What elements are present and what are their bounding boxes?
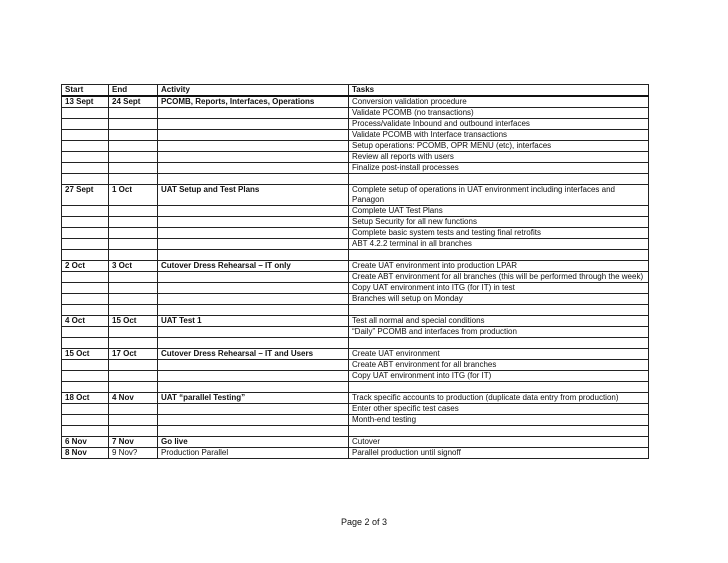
cell-task: Create ABT environment for all branches (this will be performed through the week) — [349, 272, 649, 283]
table-row — [62, 305, 649, 316]
cell-start — [62, 371, 109, 382]
schedule-table — [61, 84, 649, 459]
cell-start: 13 Sept — [62, 96, 109, 108]
table-row — [62, 217, 649, 228]
cell-activity — [158, 404, 349, 415]
cell-start — [62, 382, 109, 393]
cell-task: Validate PCOMB with Interface transactions — [349, 130, 649, 141]
cell-task — [349, 305, 649, 316]
cell-task: Conversion validation procedure — [349, 96, 649, 108]
cell-end: 15 Oct — [109, 316, 158, 327]
cell-end — [109, 272, 158, 283]
table-row — [62, 404, 649, 415]
table-row — [62, 239, 649, 250]
cell-start: 6 Nov — [62, 437, 109, 448]
cell-end — [109, 426, 158, 437]
cell-activity: UAT Test 1 — [158, 316, 349, 327]
schedule-rows — [62, 96, 649, 459]
cell-task: ABT 4.2.2 terminal in all branches — [349, 239, 649, 250]
table-row — [62, 360, 649, 371]
cell-task: Create UAT environment — [349, 349, 649, 360]
cell-end — [109, 415, 158, 426]
cell-start: 2 Oct — [62, 261, 109, 272]
cell-task: Test all normal and special conditions — [349, 316, 649, 327]
cell-activity — [158, 338, 349, 349]
cell-task — [349, 250, 649, 261]
cell-task: Complete basic system tests and testing final retrofits — [349, 228, 649, 239]
cell-activity — [158, 130, 349, 141]
cell-activity — [158, 206, 349, 217]
table-row — [62, 437, 649, 448]
cell-activity — [158, 327, 349, 338]
cell-activity: Cutover Dress Rehearsal – IT and Users — [158, 349, 349, 360]
cell-start: 8 Nov — [62, 448, 109, 459]
table-row — [62, 228, 649, 239]
cell-start — [62, 404, 109, 415]
cell-task: Complete setup of operations in UAT environment including interfaces and Panagon — [349, 185, 649, 206]
cell-activity: UAT Setup and Test Plans — [158, 185, 349, 206]
cell-start — [62, 338, 109, 349]
cell-activity — [158, 250, 349, 261]
cell-end — [109, 206, 158, 217]
cell-task: Cutover — [349, 437, 649, 448]
cell-activity — [158, 228, 349, 239]
cell-start — [62, 130, 109, 141]
cell-task: Complete UAT Test Plans — [349, 206, 649, 217]
cell-activity — [158, 239, 349, 250]
table-row — [62, 141, 649, 152]
cell-end — [109, 305, 158, 316]
table-row — [62, 250, 649, 261]
cell-start — [62, 119, 109, 130]
cell-start — [62, 108, 109, 119]
cell-activity — [158, 382, 349, 393]
cell-start — [62, 426, 109, 437]
table-row — [62, 316, 649, 327]
cell-end — [109, 327, 158, 338]
table-row — [62, 393, 649, 404]
cell-start — [62, 228, 109, 239]
cell-start — [62, 272, 109, 283]
table-row — [62, 119, 649, 130]
cell-end: 17 Oct — [109, 349, 158, 360]
cell-task: Setup Security for all new functions — [349, 217, 649, 228]
cell-start — [62, 163, 109, 174]
cell-activity — [158, 305, 349, 316]
table-row — [62, 415, 649, 426]
table-row — [62, 349, 649, 360]
cell-task: Review all reports with users — [349, 152, 649, 163]
cell-start — [62, 283, 109, 294]
cell-end: 1 Oct — [109, 185, 158, 206]
cell-task: Copy UAT environment into ITG (for IT) in test — [349, 283, 649, 294]
cell-task: Finalize post-install processes — [349, 163, 649, 174]
cell-task: “Daily” PCOMB and interfaces from production — [349, 327, 649, 338]
cell-end — [109, 217, 158, 228]
cell-end — [109, 239, 158, 250]
cell-task — [349, 174, 649, 185]
cell-task — [349, 382, 649, 393]
cell-start — [62, 360, 109, 371]
cell-start — [62, 250, 109, 261]
cell-activity: Production Parallel — [158, 448, 349, 459]
cell-end: 3 Oct — [109, 261, 158, 272]
cell-activity: Go live — [158, 437, 349, 448]
table-row — [62, 108, 649, 119]
table-row — [62, 448, 649, 459]
cell-end — [109, 360, 158, 371]
cell-task: Setup operations: PCOMB, OPR MENU (etc), interfaces — [349, 141, 649, 152]
cell-start — [62, 217, 109, 228]
table-row — [62, 96, 649, 108]
cell-start — [62, 239, 109, 250]
header-activity: Activity — [158, 85, 349, 97]
cell-activity — [158, 163, 349, 174]
cell-end: 24 Sept — [109, 96, 158, 108]
cell-activity — [158, 415, 349, 426]
cell-end: 9 Nov? — [109, 448, 158, 459]
cell-end — [109, 163, 158, 174]
cell-activity — [158, 360, 349, 371]
cell-end — [109, 228, 158, 239]
cell-start — [62, 152, 109, 163]
cell-start — [62, 305, 109, 316]
cell-task — [349, 338, 649, 349]
cell-activity: PCOMB, Reports, Interfaces, Operations — [158, 96, 349, 108]
cell-start: 27 Sept — [62, 185, 109, 206]
cell-task — [349, 426, 649, 437]
table-row — [62, 283, 649, 294]
cell-end — [109, 130, 158, 141]
cell-activity — [158, 108, 349, 119]
cell-activity — [158, 141, 349, 152]
cell-end — [109, 152, 158, 163]
cell-activity — [158, 152, 349, 163]
cell-end — [109, 250, 158, 261]
cell-task: Track specific accounts to production (duplicate data entry from production) — [349, 393, 649, 404]
cell-start — [62, 327, 109, 338]
cell-end — [109, 371, 158, 382]
cell-end — [109, 119, 158, 130]
cell-end — [109, 174, 158, 185]
table-row — [62, 174, 649, 185]
page-footer: Page 2 of 3 — [340, 517, 388, 527]
header-end: End — [109, 85, 158, 97]
cell-end — [109, 338, 158, 349]
cell-start — [62, 174, 109, 185]
table-row — [62, 327, 649, 338]
cell-activity — [158, 272, 349, 283]
cell-end — [109, 294, 158, 305]
cell-task: Create ABT environment for all branches — [349, 360, 649, 371]
cell-task: Enter other specific test cases — [349, 404, 649, 415]
table-row — [62, 152, 649, 163]
table-row — [62, 426, 649, 437]
cell-end — [109, 404, 158, 415]
header-tasks: Tasks — [349, 85, 649, 97]
cell-task: Parallel production until signoff — [349, 448, 649, 459]
table-row — [62, 272, 649, 283]
cell-task: Month-end testing — [349, 415, 649, 426]
table-row — [62, 206, 649, 217]
table-row — [62, 130, 649, 141]
cell-task: Copy UAT environment into ITG (for IT) — [349, 371, 649, 382]
cell-end: 7 Nov — [109, 437, 158, 448]
table-row — [62, 338, 649, 349]
header-row — [62, 85, 649, 97]
cell-activity: Cutover Dress Rehearsal – IT only — [158, 261, 349, 272]
cell-start — [62, 415, 109, 426]
cell-end — [109, 283, 158, 294]
cell-start: 18 Oct — [62, 393, 109, 404]
cell-task: Process/validate Inbound and outbound interfaces — [349, 119, 649, 130]
cell-end — [109, 108, 158, 119]
cell-activity — [158, 294, 349, 305]
cell-start: 15 Oct — [62, 349, 109, 360]
table-row — [62, 185, 649, 206]
cell-activity — [158, 217, 349, 228]
cell-activity — [158, 174, 349, 185]
cell-end: 4 Nov — [109, 393, 158, 404]
cell-activity — [158, 283, 349, 294]
cell-end — [109, 382, 158, 393]
table-row — [62, 371, 649, 382]
cell-start — [62, 206, 109, 217]
cell-activity: UAT “parallel Testing” — [158, 393, 349, 404]
cell-task: Branches will setup on Monday — [349, 294, 649, 305]
cell-start — [62, 294, 109, 305]
cell-start: 4 Oct — [62, 316, 109, 327]
cell-activity — [158, 426, 349, 437]
header-start: Start — [62, 85, 109, 97]
table-row — [62, 382, 649, 393]
table-row — [62, 261, 649, 272]
table-row — [62, 163, 649, 174]
table-row — [62, 294, 649, 305]
cell-activity — [158, 371, 349, 382]
cell-start — [62, 141, 109, 152]
cell-task: Create UAT environment into production LPAR — [349, 261, 649, 272]
cell-task: Validate PCOMB (no transactions) — [349, 108, 649, 119]
cell-end — [109, 141, 158, 152]
cell-activity — [158, 119, 349, 130]
